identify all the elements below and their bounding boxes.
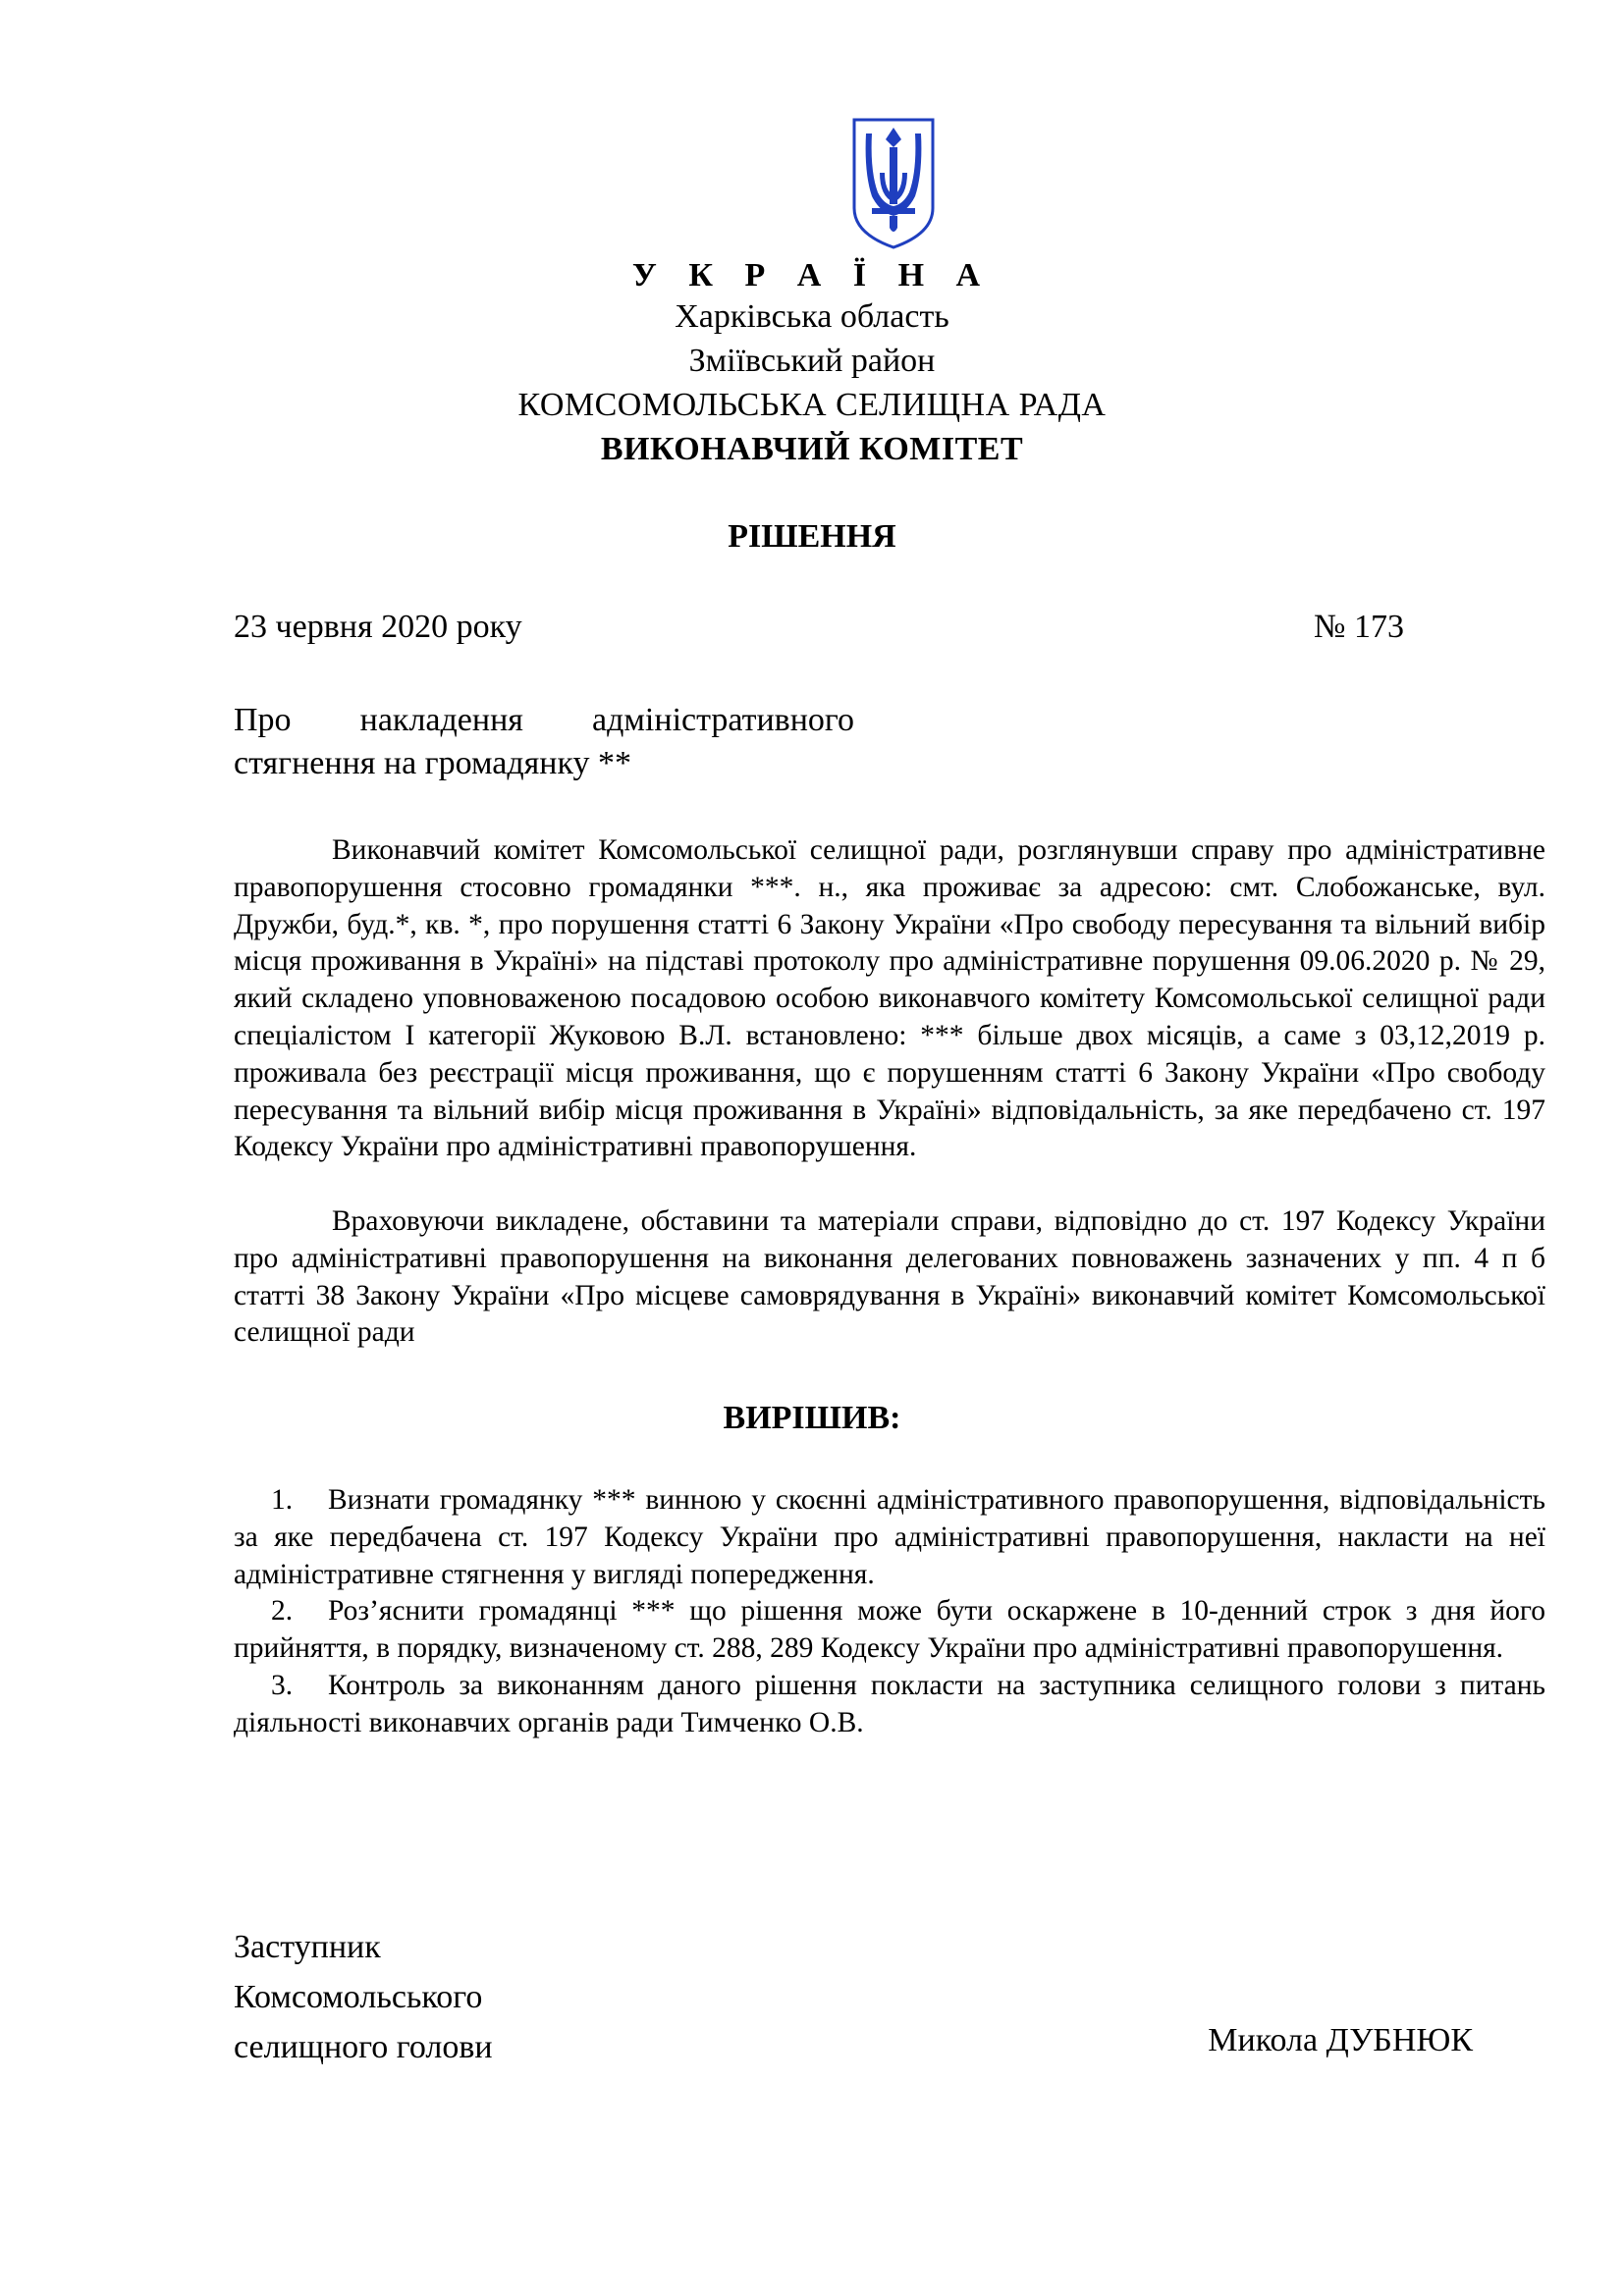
decided-heading: ВИРІШИВ: (723, 1400, 901, 1436)
paragraph-2-text: Враховуючи викладене, обставини та матеріали справи, відповідно до ст. 197 Кодексу України про адміністративні правопорушення на виконання делегованих повноважень зазначених у пп. 4 п б статті 38 Закону України «Про місцеве самоврядування в Україні» виконавчий комітет Комсомольської селищної ради (234, 1205, 1545, 1349)
decision-items (234, 1482, 1545, 1742)
signatory-title (234, 1922, 493, 2072)
document-number: № 173 (1314, 609, 1404, 645)
paragraph-1-text: Виконавчий комітет Комсомольської селищної ради, розглянувши справу про адміністративне правопорушення стосовно громадянки ***. н., яка проживає за адресою: смт. Слобожанське, вул. Дружби, буд.*, кв. *, про порушення статті 6 Закону України «Про свободу пересування та вільний вибір місця проживання в Україні» на підставі протоколу про адміністративне порушення 09.06.2020 р. № 29, який складено уповноваженою посадовою особою виконавчого комітету Комсомольської селищної ради спеціалістом І категорії Жуковою В.Л. встановлено: *** більше двох місяців, а саме з 03,12,2019 р. проживала без реєстрації місця проживання, що є порушенням статті 6 Закону України «Про свободу пересування та вільний вибір місця проживання в Україні» відповідальність, за яке передбачено ст. 197 Кодексу України про адміністративні правопорушення. (234, 834, 1545, 1163)
decision-item (234, 1482, 1545, 1593)
item-number: 2. (271, 1595, 294, 1628)
item-text: Роз’яснити громадянці *** що рішення може бути оскаржене в 10-денний строк з дня його прийняття, в порядку, визначеному ст. 288, 289 Кодексу України про адміністративні правопорушення. (234, 1595, 1545, 1665)
council-name: КОМСОМОЛЬСЬКА СЕЛИЩНА РАДА (517, 387, 1107, 423)
subject-line-2: стягнення на громадянку ** (234, 745, 632, 781)
oblast-line: Харківська область (675, 298, 949, 335)
signatory-name: Микола ДУБНЮК (1208, 2022, 1473, 2058)
item-text: Визнати громадянку *** винною у скоєнні адміністративного правопорушення, відповідальність за яке передбачена ст. 197 Кодексу України про адміністративні правопорушення, накласти на неї адміністративне стягнення у вигляді попередження. (234, 1484, 1545, 1590)
signatory-title-line-3: селищного голови (234, 2029, 493, 2065)
document-type-heading: РІШЕННЯ (728, 518, 896, 555)
paragraph-1 (234, 832, 1545, 1166)
country-heading: У К Р А Ї Н А (631, 257, 993, 294)
raion-line: Зміївський район (688, 343, 936, 379)
item-number: 3. (271, 1669, 294, 1701)
paragraph-2 (234, 1203, 1545, 1352)
document-subject (234, 699, 862, 785)
subject-line-1: Про накладення адміністративного (234, 702, 854, 738)
trident-coat-of-arms-icon (850, 114, 937, 251)
decision-item (234, 1593, 1545, 1668)
signatory-title-line-2: Комсомольського (234, 1979, 483, 2015)
decision-item (234, 1668, 1545, 1742)
signatory-title-line-1: Заступник (234, 1929, 381, 1965)
document-date: 23 червня 2020 року (234, 609, 522, 645)
executive-committee-heading: ВИКОНАВЧИЙ КОМІТЕТ (600, 431, 1024, 467)
item-number: 1. (271, 1484, 294, 1516)
item-text: Контроль за виконанням даного рішення покласти на заступника селищного голови з питань діяльності виконавчих органів ради Тимченко О.В. (234, 1669, 1545, 1738)
